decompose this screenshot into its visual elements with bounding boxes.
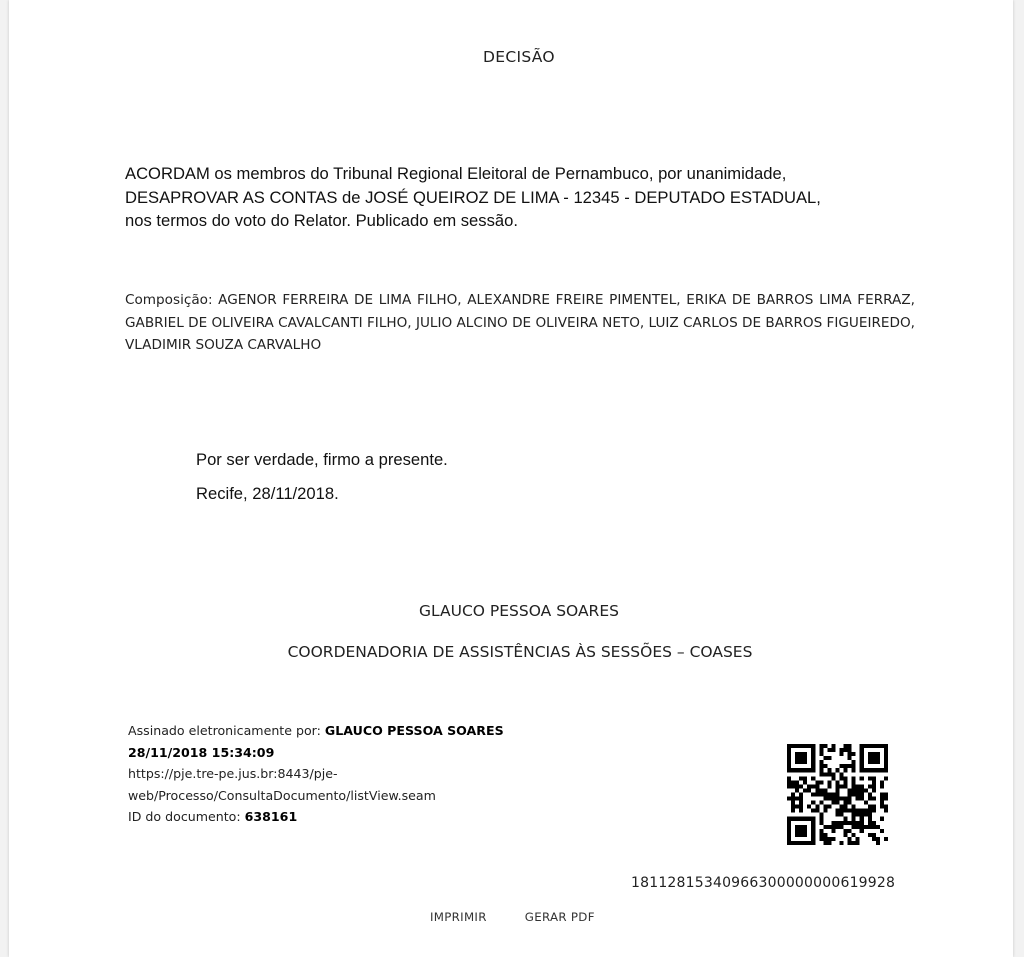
signature-line [128, 720, 568, 742]
print-button[interactable]: IMPRIMIR [430, 910, 487, 924]
signature-datetime: 28/11/2018 15:34:09 [128, 744, 275, 760]
signature-name: GLAUCO PESSOA SOARES [324, 723, 504, 738]
decision-line-3: nos termos do voto do Relator. Publicado em sessão. [125, 211, 518, 230]
document-url-line-2: web/Processo/ConsultaDocumento/listView.seam [128, 787, 436, 803]
signature-label: Assinado eletronicamente por: [128, 723, 321, 738]
signature-datetime-line [128, 742, 568, 764]
document-actions [430, 910, 595, 924]
document-barcode-number: 18112815340966300000000619928 [631, 875, 896, 891]
signer-name: GLAUCO PESSOA SOARES [419, 602, 619, 620]
document-id-line [128, 806, 568, 828]
electronic-signature-block [128, 720, 568, 828]
document-url-line-1: https://pje.tre-pe.jus.br:8443/pje- [128, 766, 338, 781]
qr-code-icon [787, 744, 888, 845]
closing-statement: Por ser verdade, firmo a presente. [196, 450, 448, 469]
decision-line-2: DESAPROVAR AS CONTAS de JOSÉ QUEIROZ DE LIMA - 12345 - DEPUTADO ESTADUAL, [125, 187, 821, 207]
document-title: DECISÃO [483, 48, 555, 66]
decision-line-1: ACORDAM os membros do Tribunal Regional Eleitoral de Pernambuco, por unanimidade, [125, 164, 787, 183]
document-id-label: ID do documento: [128, 809, 241, 824]
composition-paragraph: Composição: AGENOR FERREIRA DE LIMA FILHO, ALEXANDRE FREIRE PIMENTEL, ERIKA DE BARROS LIMA FERRAZ, GABRIEL DE OLIVEIRA CAVALCANTI FILHO, JULIO ALCINO DE OLIVEIRA NETO, LUIZ CARLOS DE BARROS FIGUEIREDO, VLADIMIR SOUZA CARVALHO [125, 292, 915, 353]
department-name: COORDENADORIA DE ASSISTÊNCIAS ÀS SESSÕES – COASES [287, 643, 753, 661]
decision-paragraph [125, 162, 915, 233]
document-id-value: 638161 [244, 809, 298, 824]
closing-block [196, 450, 796, 518]
document-page [9, 0, 1013, 957]
generate-pdf-button[interactable]: GERAR PDF [524, 910, 595, 924]
place-date: Recife, 28/11/2018. [196, 484, 339, 503]
